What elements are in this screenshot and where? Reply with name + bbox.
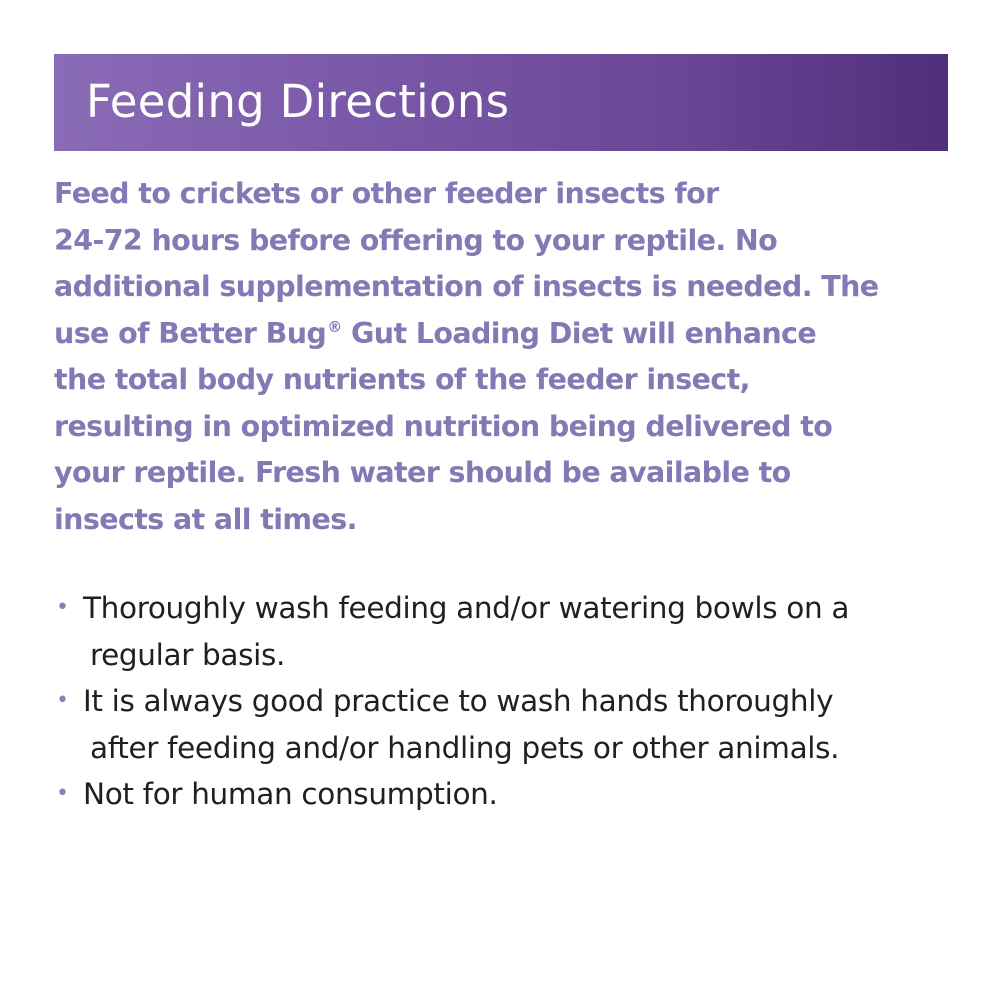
list-item xyxy=(54,585,954,678)
intro-line: Feed to crickets or other feeder insects for xyxy=(54,177,719,210)
intro-line xyxy=(54,311,954,358)
intro-line: resulting in optimized nutrition being delivered to xyxy=(54,409,833,443)
header-banner xyxy=(54,54,948,151)
page-title: Feeding Directions xyxy=(86,75,510,128)
bullet-icon: • xyxy=(56,688,69,713)
list-item-text: It is always good practice to wash hands thoroughly xyxy=(83,684,834,718)
list-item xyxy=(54,771,954,818)
intro-line-rest: Gut Loading Diet will enhance xyxy=(350,316,817,350)
intro-line: your reptile. Fresh water should be available to xyxy=(54,456,791,489)
bullet-icon: • xyxy=(56,595,69,620)
intro-line: additional supplementation of insects is needed. The xyxy=(54,270,879,303)
intro-paragraph xyxy=(54,171,954,543)
list-item-text: after feeding and/or handling pets or other animals. xyxy=(90,730,840,765)
intro-line: insects at all times. xyxy=(54,502,357,536)
bullet-list xyxy=(54,585,954,818)
registered-mark: ® xyxy=(327,317,342,336)
list-item-text: regular basis. xyxy=(90,637,286,672)
list-item xyxy=(54,678,954,771)
bullet-icon: • xyxy=(56,781,69,806)
list-item-text: Thoroughly wash feeding and/or watering bowls on a xyxy=(83,591,850,625)
intro-line: the total body nutrients of the feeder insect, xyxy=(54,363,750,396)
intro-line: 24-72 hours before offering to your reptile. No xyxy=(54,223,778,257)
list-item-text: Not for human consumption. xyxy=(83,777,498,811)
product-name-text: use of Better Bug xyxy=(54,316,327,350)
